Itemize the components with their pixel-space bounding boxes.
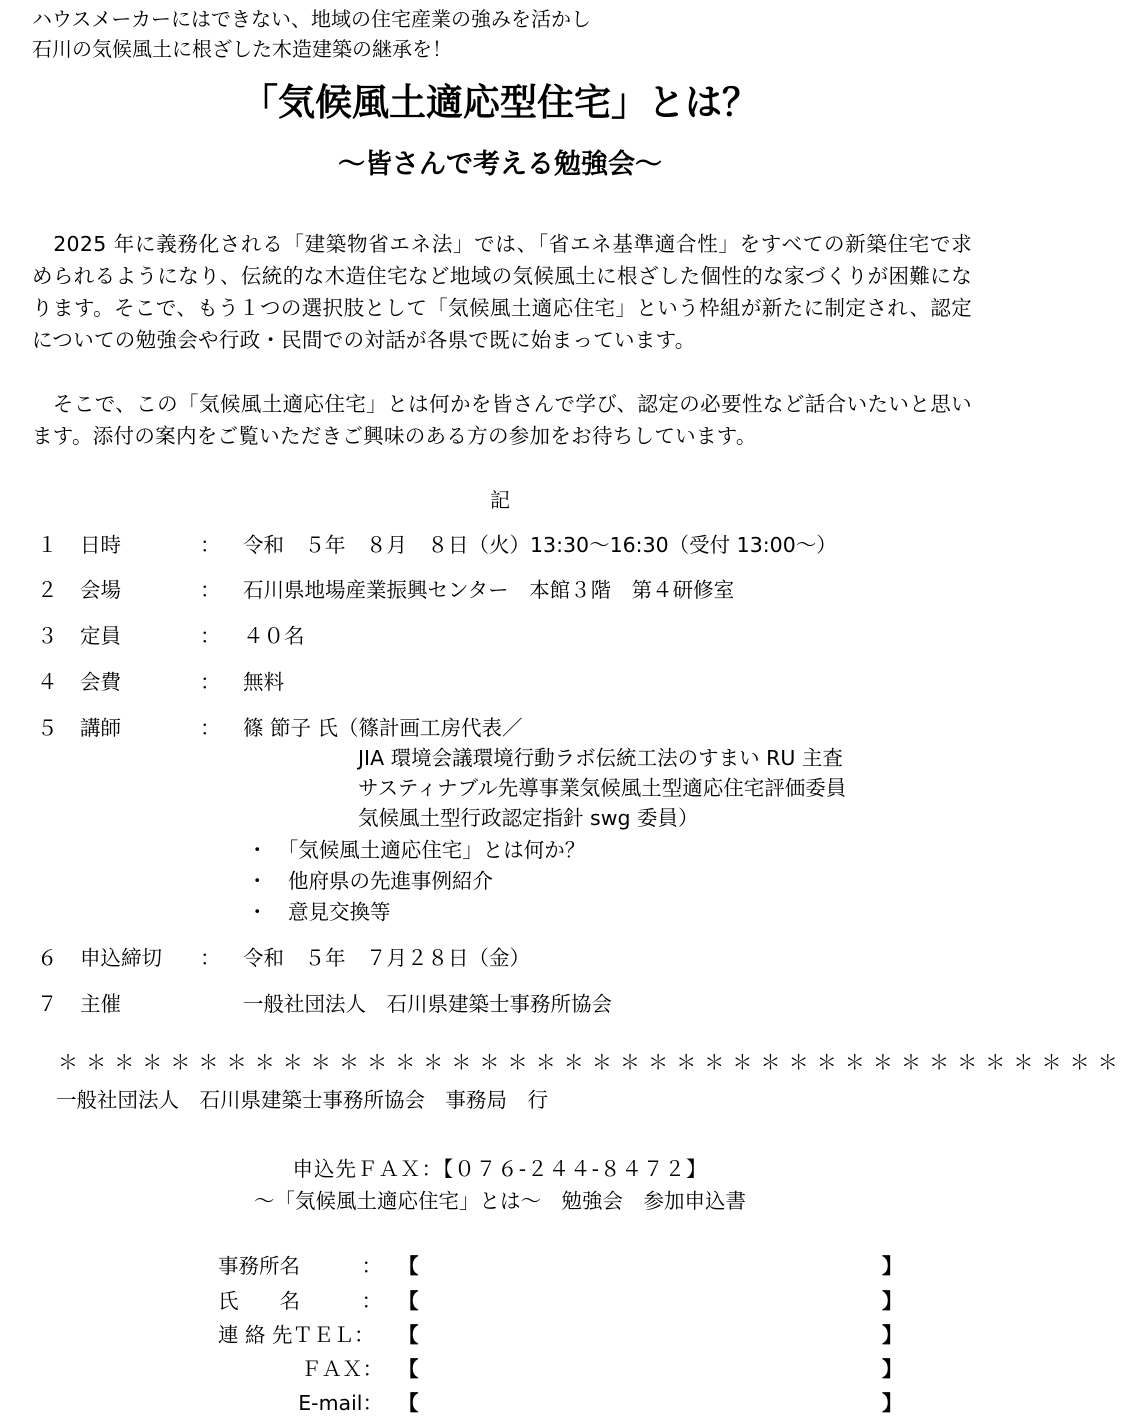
detail-number: ２ xyxy=(37,578,58,602)
header-line-2: 石川の気候風土に根ざした木造建築の継承を！ xyxy=(32,37,452,61)
bracket-open: 【 xyxy=(398,1391,419,1415)
addressee: 一般社団法人 石川県建築士事務所協会 事務局 行 xyxy=(56,1088,548,1112)
bracket-close: 】 xyxy=(882,1357,903,1381)
topic-item: ・ 意見交換等 xyxy=(247,900,391,924)
field-label-fax: ＦＡＸ： xyxy=(301,1357,383,1381)
field-label-email: E-mail： xyxy=(298,1391,383,1415)
form-title: ～「気候風土適応住宅」とは～ 勉強会 参加申込書 xyxy=(254,1189,746,1213)
detail-colon: ： xyxy=(200,624,221,648)
body-paragraph-2: そこで、この「気候風土適応住宅」とは何かを皆さんで学び、認定の必要性など話合いたいと思います。添付の案内をご覧いただきご興味のある方の参加をお待ちしています。 xyxy=(32,392,972,448)
detail-number: ４ xyxy=(37,670,58,694)
detail-value-lecturer: 篠 節子 氏（篠計画工房代表／ xyxy=(243,716,523,740)
detail-label: 講師 xyxy=(80,716,121,740)
bracket-close: 】 xyxy=(882,1254,903,1278)
detail-value-venue: 石川県地場産業振興センター 本館３階 第４研修室 xyxy=(243,578,735,602)
page-subtitle: ～皆さんで考える勉強会～ xyxy=(338,149,662,180)
detail-number: ７ xyxy=(37,992,58,1016)
field-label-tel: 連 絡 先ＴＥＬ： xyxy=(218,1323,375,1347)
body-paragraph-1: 2025 年に義務化される「建築物省エネ法」では、「省エネ基準適合性」をすべての新築住宅で求められるようになり、伝統的な木造住宅など地域の気候風土に根ざした個性的な家づくりが困難になります。そこで、もう１つの選択肢として「気候風土適応住宅」という枠組が新たに制定され、認定についての勉強会や行政・民間での対話が各県で既に始まっています。 xyxy=(32,232,972,352)
detail-colon: ： xyxy=(200,670,221,694)
detail-colon: ： xyxy=(200,533,221,557)
lecturer-role: サスティナブル先導事業気候風土型適応住宅評価委員 xyxy=(358,776,847,800)
detail-number: ３ xyxy=(37,624,58,648)
bracket-open: 【 xyxy=(398,1254,419,1278)
detail-value-capacity: ４０名 xyxy=(243,624,305,648)
detail-label: 主催 xyxy=(80,992,121,1016)
bracket-close: 】 xyxy=(882,1323,903,1347)
tel-field[interactable] xyxy=(425,1318,880,1346)
detail-colon: ： xyxy=(200,716,221,740)
field-label-office: 事務所名 ： xyxy=(218,1254,382,1278)
ki-heading: 記 xyxy=(490,488,510,512)
lecturer-role: 気候風土型行政認定指針 swg 委員） xyxy=(358,806,699,830)
detail-colon: ： xyxy=(200,946,221,970)
detail-value-date: 令和 ５年 ８月 ８日（火）13:30～16:30（受付 13:00～） xyxy=(243,533,837,557)
office-name-field[interactable] xyxy=(425,1249,880,1277)
detail-value-fee: 無料 xyxy=(243,670,284,694)
bracket-open: 【 xyxy=(398,1357,419,1381)
page-title: 「気候風土適応型住宅」とは？ xyxy=(241,81,759,124)
fax-field[interactable] xyxy=(425,1352,880,1380)
detail-value-deadline: 令和 ５年 ７月２８日（金） xyxy=(243,946,530,970)
topic-item: ・ 「気候風土適応住宅」とは何か？ xyxy=(247,838,586,862)
detail-label: 日時 xyxy=(80,533,121,557)
email-field[interactable] xyxy=(425,1386,880,1410)
bracket-close: 】 xyxy=(882,1289,903,1313)
detail-number: １ xyxy=(37,533,58,557)
fax-line: 申込先ＦＡＸ：【０７６-２４４-８４７２】 xyxy=(292,1157,708,1181)
topic-item: ・ 他府県の先進事例紹介 xyxy=(247,869,493,893)
detail-colon: ： xyxy=(200,578,221,602)
detail-label: 会場 xyxy=(80,578,121,602)
bracket-open: 【 xyxy=(398,1323,419,1347)
detail-label: 申込締切 xyxy=(80,946,162,970)
detail-label: 定員 xyxy=(80,624,121,648)
bracket-close: 】 xyxy=(882,1391,903,1415)
lecturer-role: JIA 環境会議環境行動ラボ伝統工法のすまい RU 主査 xyxy=(358,746,843,770)
detail-number: ６ xyxy=(37,946,58,970)
bracket-open: 【 xyxy=(398,1289,419,1313)
asterisk-divider: ＊＊＊＊＊＊＊＊＊＊＊＊＊＊＊＊＊＊＊＊＊＊＊＊＊＊＊＊＊＊＊＊＊＊＊＊＊＊ xyxy=(58,1050,1126,1074)
name-field[interactable] xyxy=(425,1284,880,1312)
detail-label: 会費 xyxy=(80,670,121,694)
header-line-1: ハウスメーカーにはできない、地域の住宅産業の強みを活かし xyxy=(32,7,591,31)
detail-number: ５ xyxy=(37,716,58,740)
detail-value-organizer: 一般社団法人 石川県建築士事務所協会 xyxy=(243,992,612,1016)
field-label-name: 氏 名 ： xyxy=(218,1289,382,1313)
